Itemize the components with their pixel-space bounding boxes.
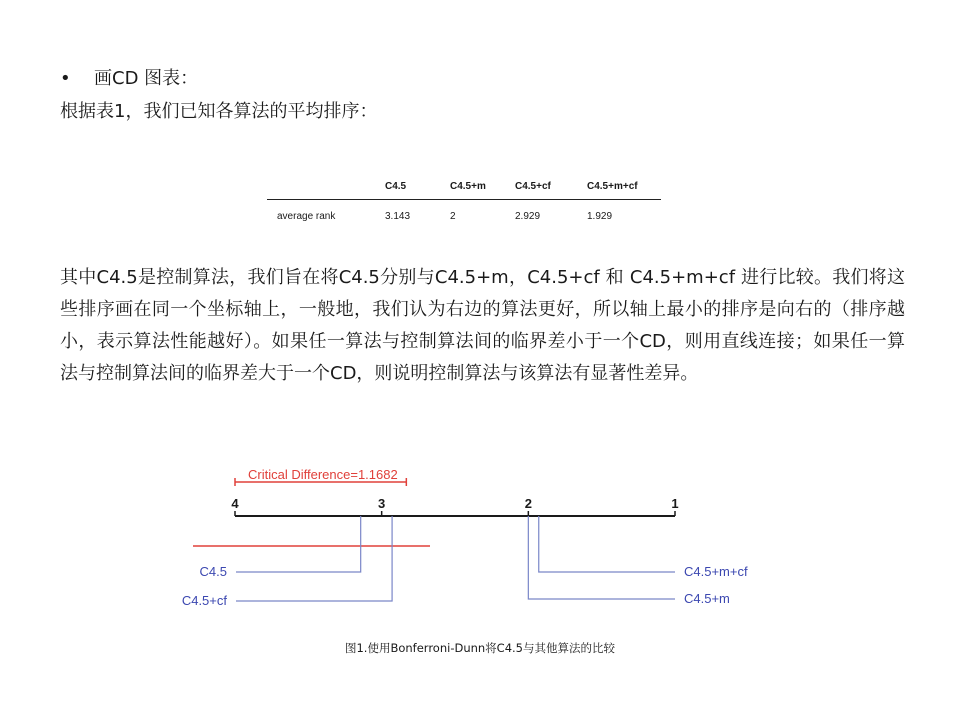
method-label: C4.5+m+cf (684, 564, 748, 579)
method-label: C4.5+cf (181, 593, 227, 608)
bullet-heading (60, 66, 198, 92)
method-label: C4.5 (199, 564, 227, 579)
table-cell: 2.929 (515, 211, 541, 222)
table-header-cell: C4.5 (375, 175, 440, 200)
table-header-row (267, 175, 661, 200)
method-label: C4.5+m (684, 591, 730, 606)
table-header-cell: C4.5+m (440, 175, 505, 200)
intro-text: 根据表1，我们已知各算法的平均排序： (60, 101, 378, 122)
table-row (267, 200, 661, 227)
axis-tick-label: 1 (671, 496, 679, 511)
table-cell: 2 (450, 211, 456, 222)
explanation-paragraph: 其中C4.5是控制算法，我们旨在将C4.5分别与C4.5+m，C4.5+cf 和 C4.5+m+cf 进行比较。我们将这些排序画在同一个坐标轴上，一般地，我们认为右边的算法更好，所以轴上最小的排序是向右的（排序越小，表示算法性能越好）。如果任一算法与控制算法间的临界差小于一个CD，则用直线连接；如果任一算法与控制算法间的临界差大于一个CD，则说明控制算法与该算法有显著性差异。 (60, 267, 905, 384)
table-header-cell: C4.5+m+cf (577, 175, 661, 200)
bullet-heading-text: 画CD 图表： (94, 68, 199, 89)
axis-tick-label: 2 (524, 496, 532, 511)
table-cell: 1.929 (587, 211, 613, 222)
table-cell: average rank (277, 211, 336, 222)
figure-caption: 图1.使用Bonferroni-Dunn将C4.5与其他算法的比较 (344, 641, 616, 655)
cd-label: Critical Difference=1.1682 (248, 467, 398, 482)
average-rank-table (267, 174, 661, 226)
bullet-dot: • (60, 68, 71, 89)
table-header-cell (267, 175, 375, 200)
table-header-cell: C4.5+cf (505, 175, 577, 200)
critical-difference-diagram (0, 455, 960, 635)
axis-tick-label: 4 (231, 496, 239, 511)
method-line (528, 516, 675, 599)
method-line (236, 516, 392, 601)
method-line (236, 516, 361, 572)
method-line (539, 516, 675, 572)
axis-tick-label: 3 (378, 496, 386, 511)
table-cell: 3.143 (385, 211, 411, 222)
